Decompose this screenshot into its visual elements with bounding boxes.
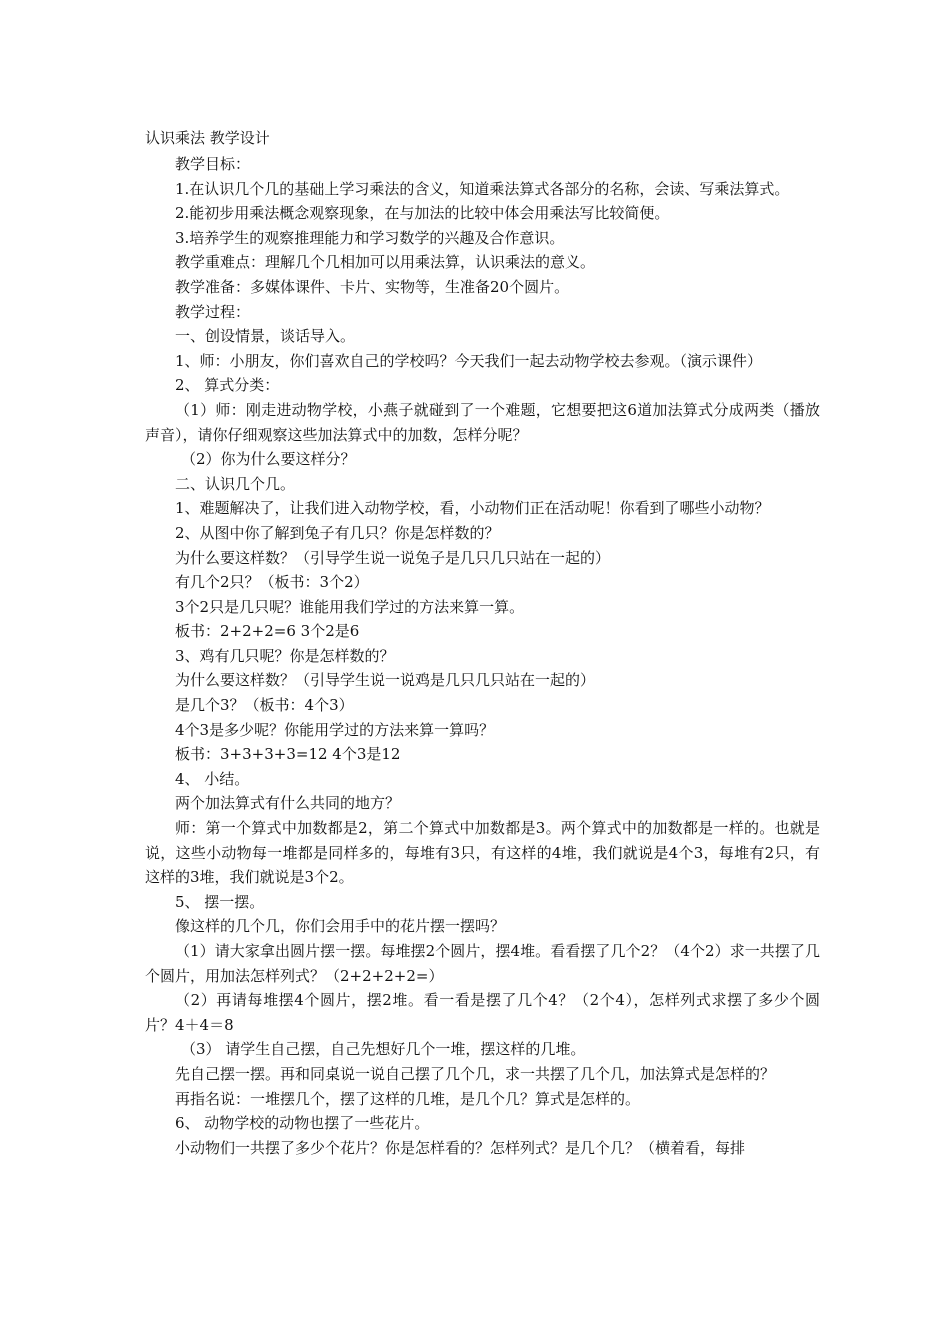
paragraph: 3、鸡有几只呢？你是怎样数的？ [175,646,395,665]
paragraph: 1.在认识几个几的基础上学习乘法的含义，知道乘法算式各部分的名称，会读、写乘法算式。 [175,179,790,198]
paragraph: 板书：3+3+3+3=12 4个3是12 [175,745,401,764]
paragraph: 2.能初步用乘法概念观察现象，在与加法的比较中体会用乘法写比较简便。 [175,204,670,223]
paragraph: 小动物们一共摆了多少个花片？你是怎样看的？怎样列式？是几个几？（横着看，每排 [175,1138,746,1157]
paragraph: （1）师：刚走进动物学校，小燕子就碰到了一个难题，它想要把这6道加法算式分成两类（播放声音），请你仔细观察这些加法算式中的加数，怎样分呢？ [145,400,820,444]
paragraph: （3） 请学生自己摆，自己先想好几个一堆，摆这样的几堆。 [181,1040,586,1059]
paragraph: 6、 动物学校的动物也摆了一些花片。 [175,1114,430,1133]
paragraph: 4个3是多少呢？你能用学过的方法来算一算吗？ [175,720,495,739]
document-body [145,152,820,1160]
paragraph: 1、师：小朋友，你们喜欢自己的学校吗？今天我们一起去动物学校去参观。（演示课件） [175,351,763,370]
paragraph: 教学目标： [175,155,251,173]
paragraph: 师：第一个算式中加数都是2，第二个算式中加数都是3。两个算式中的加数都是一样的。也就是说，这些小动物每一堆都是同样多的，每堆有3只，有这样的4堆，我们就说是4个3，每堆有2只，有这样的3堆，我们就说是3个2。 [145,819,820,887]
paragraph: 有几个2只？（板书：3个2） [175,573,369,592]
paragraph: 2、从图中你了解到兔子有几只？你是怎样数的？ [175,523,500,542]
paragraph: 3个2只是几只呢？谁能用我们学过的方法来算一算。 [175,597,525,616]
paragraph: 像这样的几个几，你们会用手中的花片摆一摆吗？ [175,917,506,936]
paragraph: 二、认识几个几。 [175,474,296,493]
paragraph: （2）再请每堆摆4个圆片，摆2堆。看一看是摆了几个4？（2个4），怎样列式求摆了多少个圆片？4＋4＝8 [145,991,820,1034]
paragraph: 一、创设情景，谈话导入。 [175,327,356,346]
paragraph: （1）请大家拿出圆片摆一摆。每堆摆2个圆片，摆4堆。看看摆了几个2？（4个2）求一共摆了几个圆片，用加法怎样列式？（2+2+2+2=） [145,942,820,985]
paragraph: 为什么要这样数？（引导学生说一说鸡是几只几只站在一起的） [175,671,596,690]
paragraph: 先自己摆一摆。再和同桌说一说自己摆了几个几，求一共摆了几个几，加法算式是怎样的？ [175,1064,776,1083]
paragraph: 板书：2+2+2=6 3个2是6 [175,622,360,641]
paragraph: 是几个3？（板书：4个3） [175,696,354,715]
paragraph: 教学重难点：理解几个几相加可以用乘法算，认识乘法的意义。 [175,253,596,272]
paragraph: 再指名说：一堆摆几个，摆了这样的几堆，是几个几？算式是怎样的。 [175,1089,641,1108]
paragraph: 4、 小结。 [175,769,250,788]
paragraph: 3.培养学生的观察推理能力和学习数学的兴趣及合作意识。 [175,228,565,247]
paragraph: 2、 算式分类： [175,376,280,395]
paragraph: （2）你为什么要这样分？ [181,450,356,469]
paragraph: 1、难题解决了，让我们进入动物学校，看，小动物们正在活动呢！你看到了哪些小动物？ [175,499,770,518]
paragraph: 教学过程： [175,302,251,321]
paragraph: 为什么要这样数？（引导学生说一说兔子是几只几只站在一起的） [175,548,611,567]
paragraph: 两个加法算式有什么共同的地方？ [175,794,401,813]
paragraph: 教学准备：多媒体课件、卡片、实物等，生准备20个圆片。 [175,277,570,296]
document-title: 认识乘法 教学设计 [145,129,270,147]
paragraph: 5、 摆一摆。 [175,892,265,911]
